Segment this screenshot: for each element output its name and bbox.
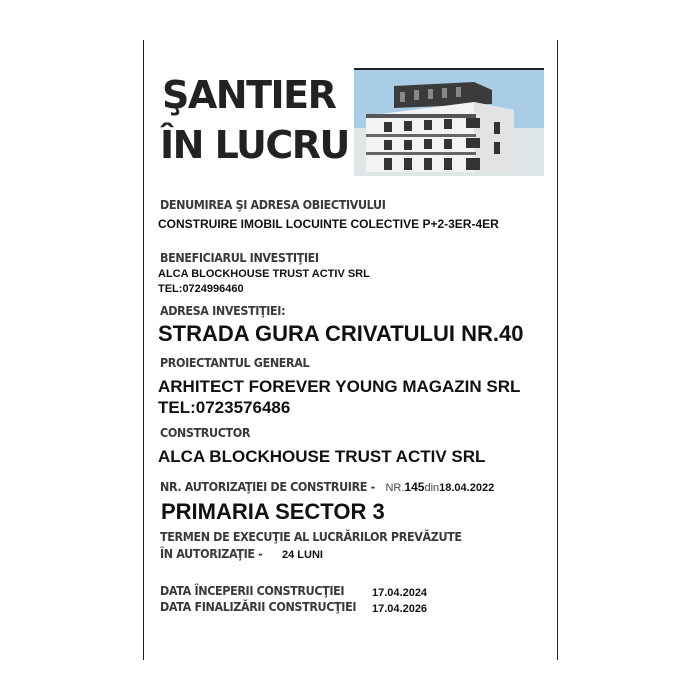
authorization-label: NR. AUTORIZAŢIEI DE CONSTRUIRE - (160, 480, 375, 494)
building-rendering-image (354, 68, 544, 176)
beneficiary-label: BENEFICIARUL INVESTIŢIEI (160, 251, 319, 265)
beneficiary-name: ALCA BLOCKHOUSE TRUST ACTIV SRL (158, 268, 370, 280)
designer-phone: TEL:0723576486 (158, 398, 291, 417)
term-value: 24 LUNI (282, 549, 323, 561)
end-date-value: 17.04.2026 (372, 603, 428, 615)
objective-value: CONSTRUIRE IMOBIL LOCUINTE COLECTIVE P+2-3ER-4ER (158, 217, 499, 231)
sign-title-line1: ŞANTIER (162, 73, 336, 117)
sign-title-line2: ÎN LUCRU (160, 123, 349, 167)
authorization-date: 18.04.2022 (439, 482, 495, 494)
term-label-line1: TERMEN DE EXECUŢIE AL LUCRĂRILOR PREVĂZUTE (160, 530, 462, 544)
address-value: STRADA GURA CRIVATULUI NR.40 (158, 321, 524, 346)
beneficiary-phone: TEL:0724996460 (158, 283, 244, 295)
authorization-row (160, 478, 494, 496)
start-date-label: DATA ÎNCEPERII CONSTRUCŢIEI (160, 584, 345, 598)
objective-label: DENUMIREA ŞI ADRESA OBIECTIVULUI (160, 198, 386, 212)
authorization-number: 145 (404, 480, 425, 494)
start-date-value: 17.04.2024 (372, 587, 428, 599)
designer-label: PROIECTANTUL GENERAL (160, 356, 310, 370)
constructor-label: CONSTRUCTOR (160, 426, 251, 440)
designer-name: ARHITECT FOREVER YOUNG MAGAZIN SRL (158, 377, 521, 396)
constructor-name: ALCA BLOCKHOUSE TRUST ACTIV SRL (158, 447, 486, 466)
address-label: ADRESA INVESTIŢIEI: (160, 304, 286, 318)
term-label-line2: ÎN AUTORIZAŢIE - (160, 547, 263, 561)
authorization-din: din (424, 482, 440, 494)
end-date-label: DATA FINALIZĂRII CONSTRUCŢIEI (160, 600, 357, 614)
authorization-nr-prefix: NR. (385, 482, 405, 494)
authorization-issuer: PRIMARIA SECTOR 3 (161, 499, 385, 524)
